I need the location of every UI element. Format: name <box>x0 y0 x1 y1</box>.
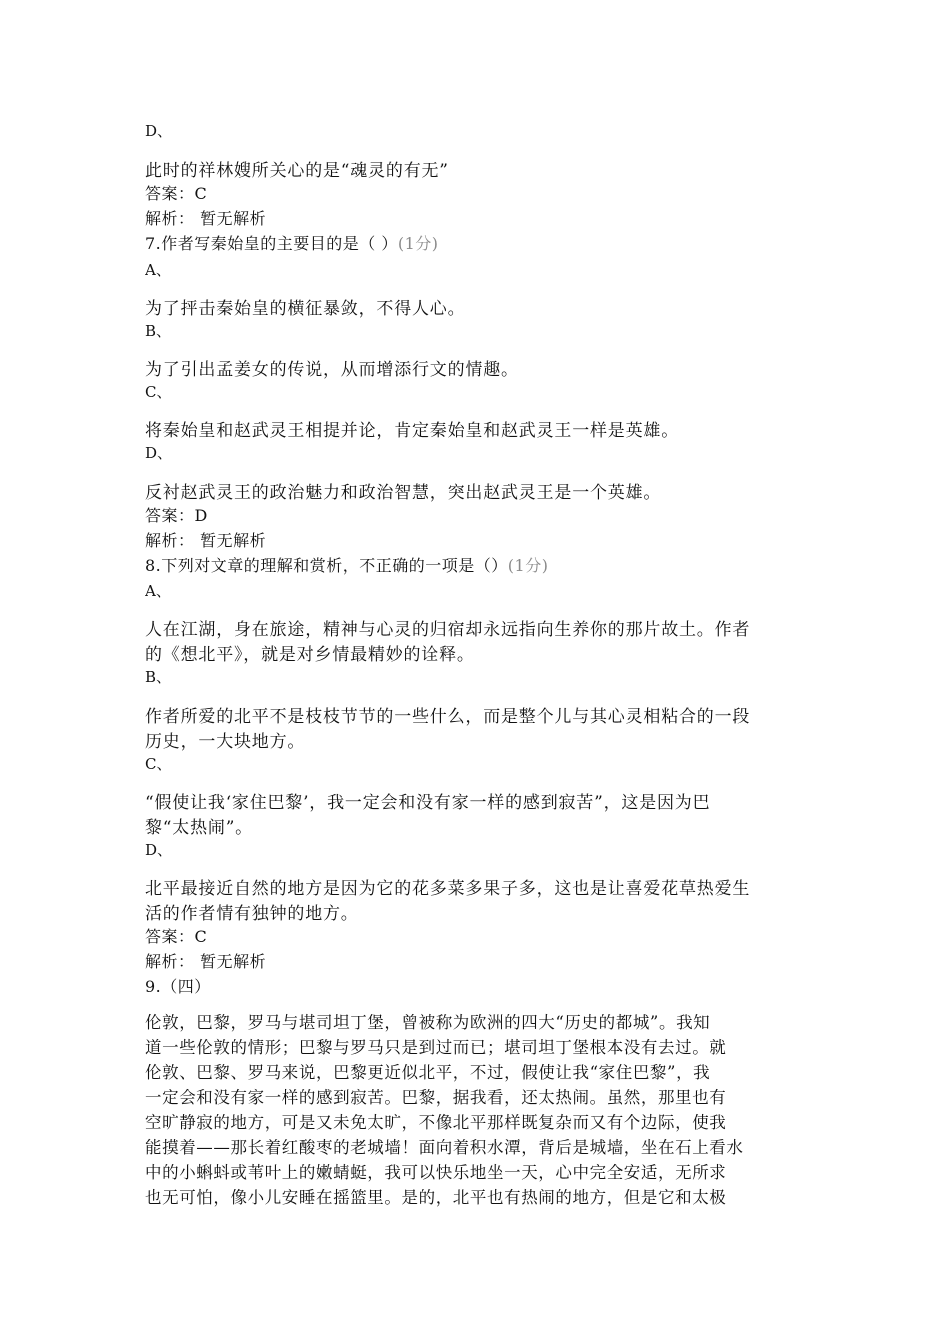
q9-passage-line-2: 道一些伦敦的情形；巴黎与罗马只是到过而已；堪司坦丁堡根本没有去过。就 <box>145 1038 727 1057</box>
q8-option-b-line-2: 历史，一大块地方。 <box>145 732 306 752</box>
q8-option-a-line-2: 的《想北平》，就是对乡情最精妙的诠释。 <box>145 645 475 665</box>
q9-passage-line-7: 中的小蝌蚪或苇叶上的嫩蜻蜓，我可以快乐地坐一天，心中完全安适，无所求 <box>145 1163 727 1182</box>
q7-option-d-text: 反衬赵武灵王的政治魅力和政治智慧，突出赵武灵王是一个英雄。 <box>145 483 662 503</box>
q9-passage-line-5: 空旷静寂的地方，可是又未免太旷，不像北平那样既复杂而又有个边际，使我 <box>145 1113 727 1132</box>
q9-passage-line-3: 伦敦、巴黎、罗马来说，巴黎更近似北平，不过，假使让我“家住巴黎”，我 <box>145 1063 711 1082</box>
q8-option-a-label: A、 <box>145 582 171 600</box>
q7-option-c-text: 将秦始皇和赵武灵王相提并论，肯定秦始皇和赵武灵王一样是英雄。 <box>145 421 679 441</box>
q8-option-d-line-1: 北平最接近自然的地方是因为它的花多菜多果子多，这也是让喜爱花草热爱生 <box>145 879 751 899</box>
q7-option-c-label: C、 <box>145 383 172 401</box>
q6-option-d-text: 此时的祥林嫂所关心的是“魂灵的有无” <box>145 161 449 181</box>
q8-option-a-line-1: 人在江湖，身在旅途，精神与心灵的归宿却永远指向生养你的那片故土。作者 <box>145 620 751 640</box>
q8-stem <box>145 553 810 576</box>
q9-passage-line-4: 一定会和没有家一样的感到寂苦。巴黎，据我看，还太热闹。虽然，那里也有 <box>145 1088 727 1107</box>
q9-stem: 9.（四） <box>145 977 211 996</box>
q8-stem-text: 8.下列对文章的理解和赏析，不正确的一项是（） <box>145 556 508 575</box>
q9-passage-line-8: 也无可怕，像小儿安睡在摇篮里。是的，北平也有热闹的地方，但是它和太极 <box>145 1188 727 1207</box>
q7-score: (1分) <box>397 234 439 253</box>
q8-option-d-label: D、 <box>145 841 173 859</box>
q7-answer: 答案：D <box>145 506 208 525</box>
q7-option-d-label: D、 <box>145 444 173 462</box>
q8-answer: 答案：C <box>145 927 208 946</box>
q7-stem <box>145 231 810 254</box>
q8-option-b-line-1: 作者所爱的北平不是枝枝节节的一些什么，而是整个儿与其心灵相粘合的一段 <box>145 707 751 727</box>
q7-stem-text: 7.作者写秦始皇的主要目的是（ ） <box>145 234 398 253</box>
q9-passage-line-6: 能摸着——那长着红酸枣的老城墙！面向着积水潭，背后是城墙，坐在石上看水 <box>145 1138 744 1157</box>
q7-option-b-text: 为了引出孟姜女的传说，从而增添行文的情趣。 <box>145 360 519 380</box>
q8-option-c-label: C、 <box>145 755 172 773</box>
q8-option-c-line-2: 黎“太热闹”。 <box>145 818 253 838</box>
q6-analysis: 解析： 暂无解析 <box>145 209 267 228</box>
q8-option-c-line-1: “假使让我‘家住巴黎’，我一定会和没有家一样的感到寂苦”，这是因为巴 <box>145 793 711 813</box>
q9-passage-line-1: 伦敦，巴黎，罗马与堪司坦丁堡，曾被称为欧洲的四大“历史的都城”。我知 <box>145 1013 711 1032</box>
q8-option-b-label: B、 <box>145 668 172 686</box>
q7-option-a-text: 为了抨击秦始皇的横征暴敛，不得人心。 <box>145 299 466 319</box>
q7-analysis: 解析： 暂无解析 <box>145 531 267 550</box>
q7-option-b-label: B、 <box>145 322 172 340</box>
q8-analysis: 解析： 暂无解析 <box>145 952 267 971</box>
q7-option-a-label: A、 <box>145 261 171 279</box>
q6-answer: 答案：C <box>145 184 208 203</box>
q6-option-d-label: D、 <box>145 122 173 140</box>
q8-option-d-line-2: 活的作者情有独钟的地方。 <box>145 904 359 924</box>
q8-score: (1分) <box>507 556 549 575</box>
